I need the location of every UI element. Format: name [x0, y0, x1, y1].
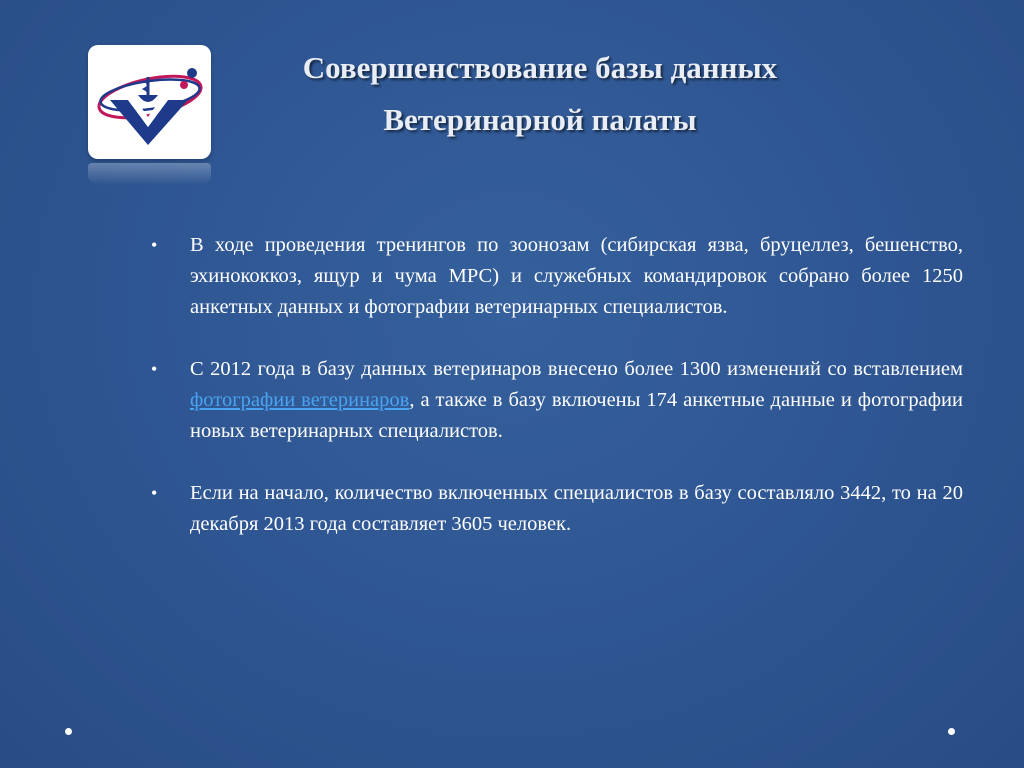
bullet-marker: •: [151, 235, 158, 255]
title-line-1: Совершенствование базы данных: [302, 50, 778, 85]
logo-container: [88, 45, 211, 159]
bullet-item-3: [150, 478, 963, 540]
bullet-item-1: [150, 230, 963, 323]
corner-dot-left: [65, 728, 72, 735]
bullet-text: Если на начало, количество включенных специалистов в базу составляло 3442, то на 20 декабря 2013 года составляет 3605 человек.: [190, 482, 963, 535]
slide-title: [230, 42, 850, 146]
bullet-marker: •: [151, 359, 158, 379]
logo-reflection: [88, 163, 211, 185]
corner-dot-right: [948, 728, 955, 735]
title-line-2: Ветеринарной палаты: [383, 102, 697, 137]
vet-photos-link[interactable]: фотографии ветеринаров: [190, 389, 410, 411]
bullet-text: В ходе проведения тренингов по зоонозам (сибирская язва, бруцеллез, бешенство, эхинококкоз, ящур и чума МРС) и служебных командировок собрано более 1250 анкетных данных и фотографии ветеринарных специалистов.: [190, 234, 963, 318]
bullet-item-2: [150, 354, 963, 447]
bullet-text-after: , а также в базу включены 174 анкетные данные и фотографии новых ветеринарных специалистов.: [190, 389, 963, 442]
bullet-marker: •: [151, 483, 158, 503]
logo-icon: [88, 45, 211, 159]
bullet-text-before: С 2012 года в базу данных ветеринаров внесено более 1300 изменений со вставлением: [190, 358, 963, 380]
bullet-list: [150, 230, 963, 540]
